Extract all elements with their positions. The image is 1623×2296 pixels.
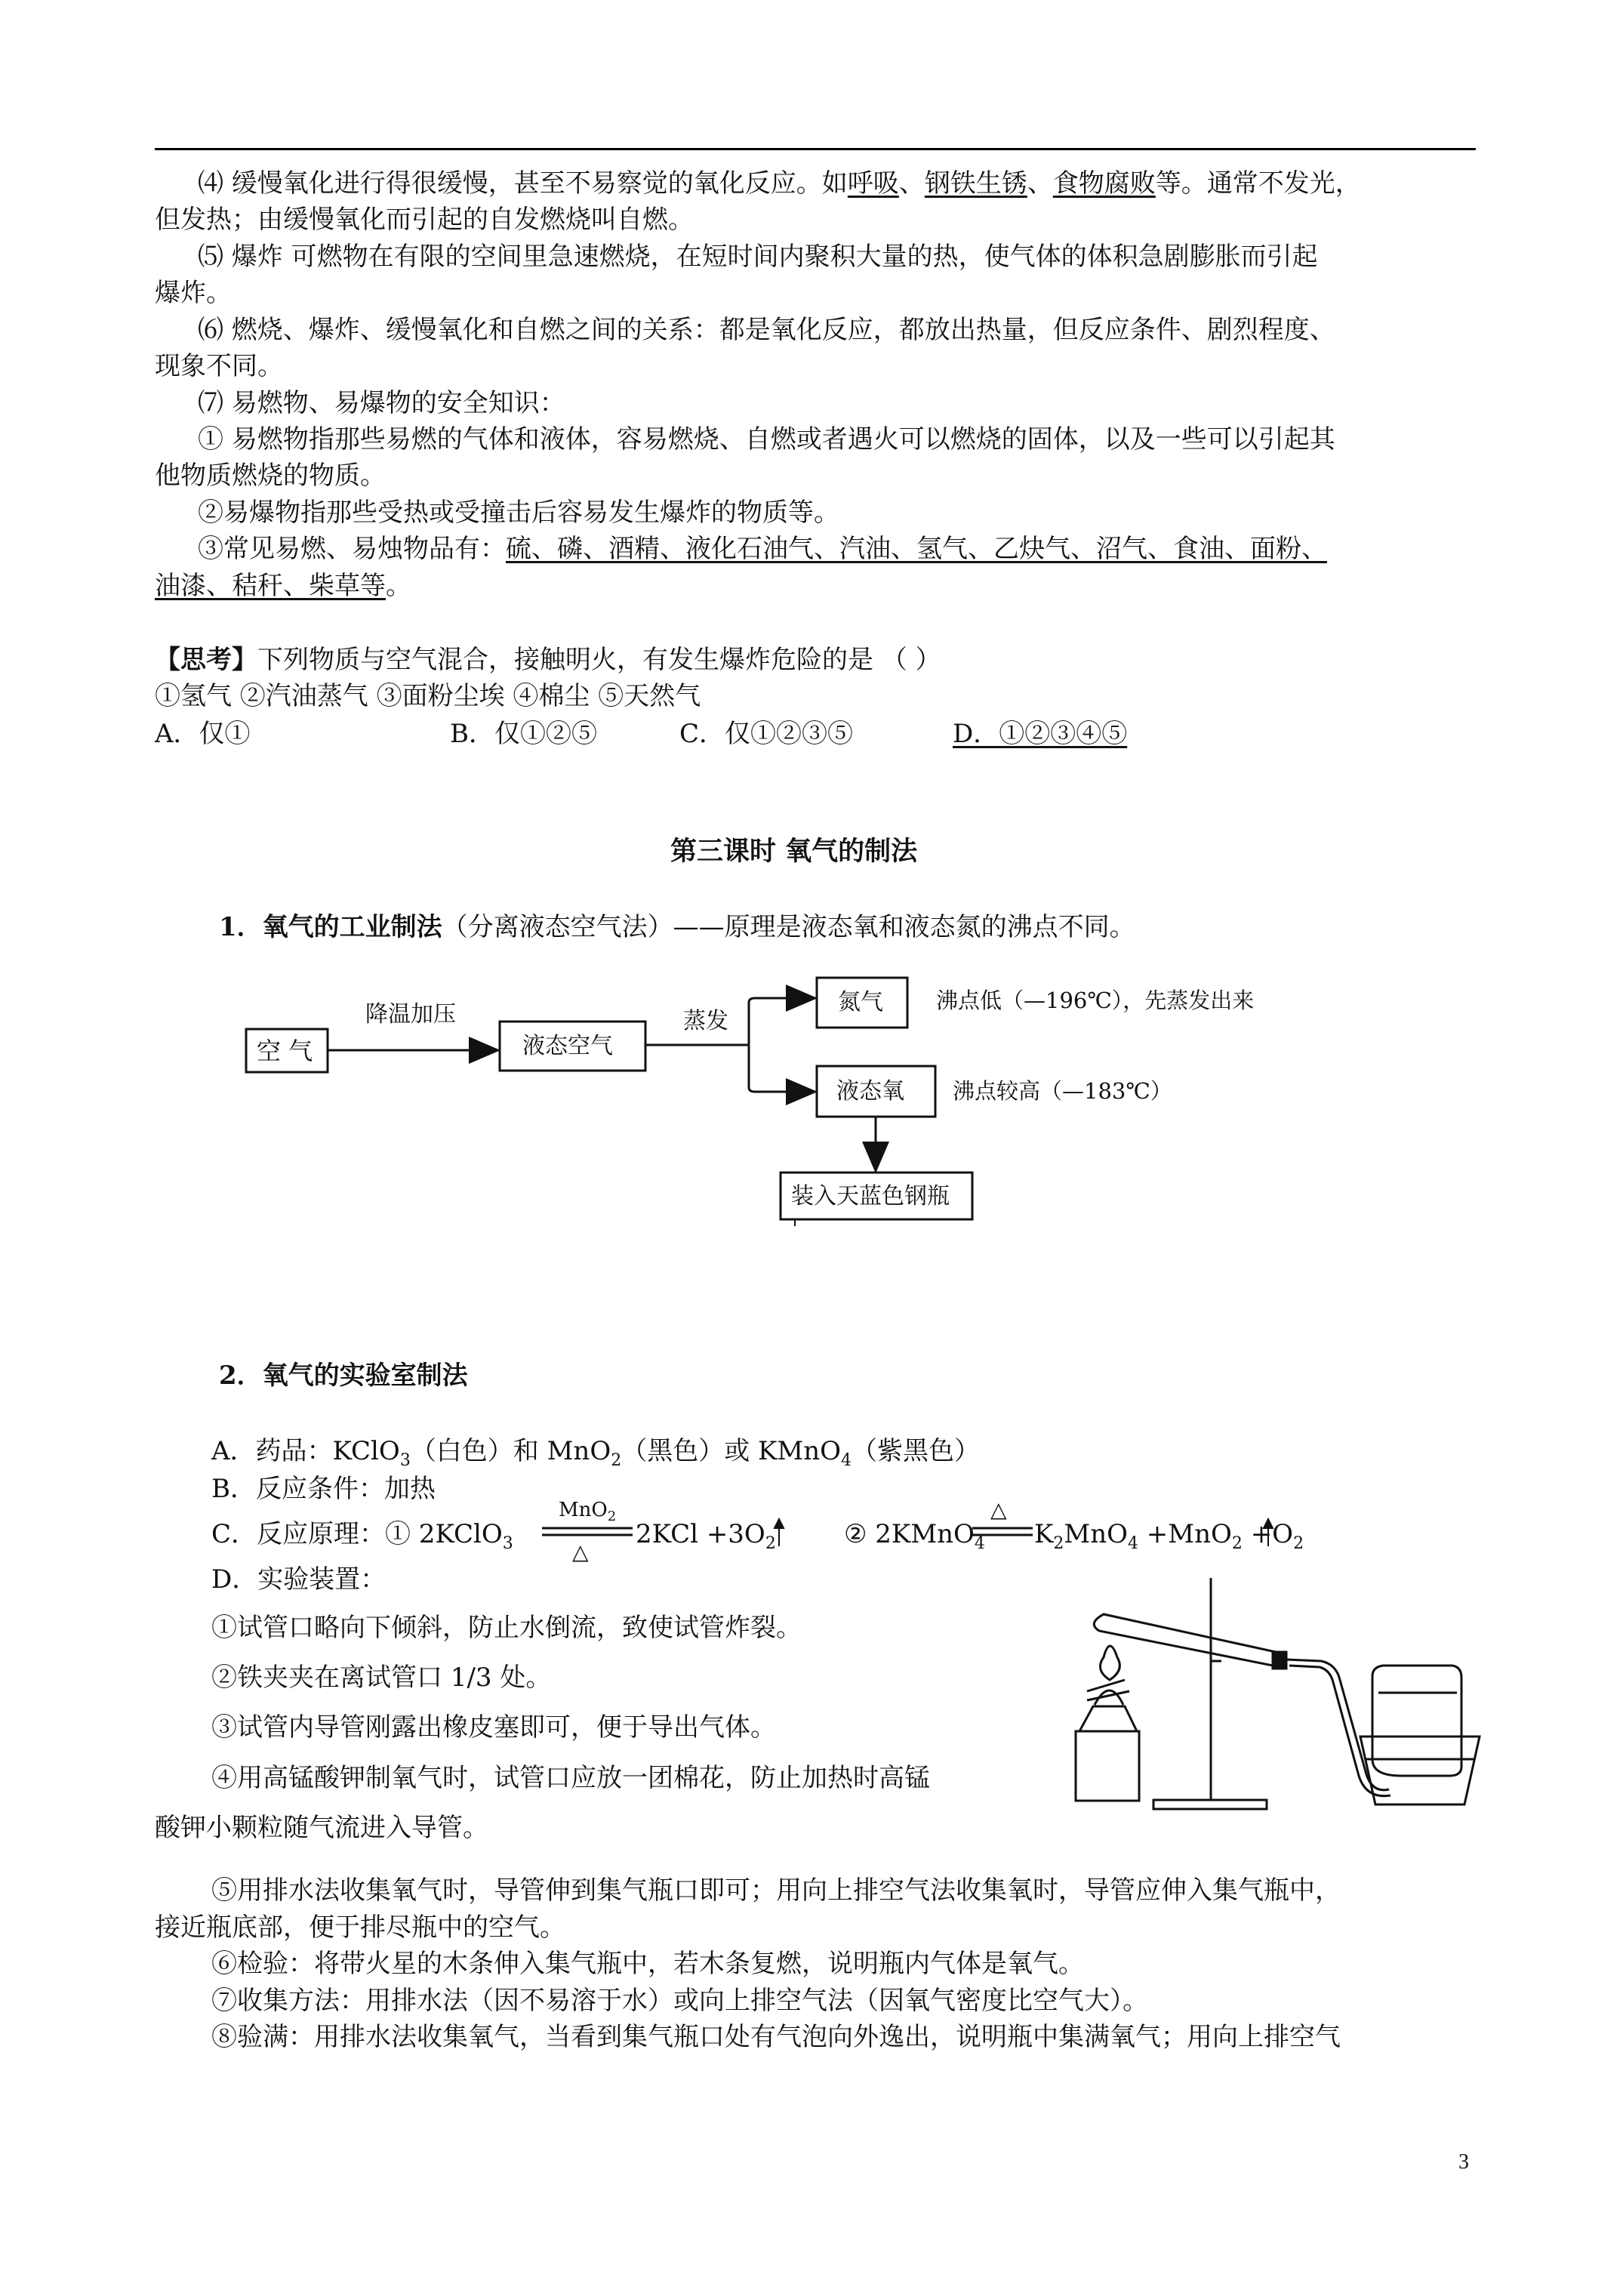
lab-note-3: ③试管内导管刚露出橡皮塞即可，便于导出气体。 [211, 1712, 776, 1743]
lab-reaction-1-reactant: C．反应原理：① 2KClO$_3$ [211, 1519, 513, 1553]
lab-note-6: ⑥检验：将带火星的木条伸入集气瓶中，若木条复燃，说明瓶内气体是氧气。 [211, 1949, 1084, 1979]
paragraph-flammable-cont: 他物质燃烧的物质。 [155, 461, 386, 491]
lab-condition: B．反应条件：加热 [211, 1474, 436, 1504]
lab-note-2: ②铁夹夹在离试管口 1/3 处。 [211, 1663, 552, 1693]
flame [1101, 1646, 1120, 1680]
paragraph-relationship-cont: 现象不同。 [155, 351, 283, 381]
lab-note-5-cont: 接近瓶底部，便于排尽瓶中的空气。 [155, 1912, 565, 1943]
paragraph-explosion: ⑸ 爆炸 可燃物在有限的空间里急速燃烧，在短时间内聚积大量的热，使气体的体积急剧膨胀而引起 [198, 242, 1318, 272]
option-b: B．仅①②⑤ [450, 719, 597, 749]
label-liquid-oxygen: 液态氧 [836, 1078, 904, 1105]
page-number: 3 [1458, 2150, 1469, 2174]
label-cool-compress: 降温加压 [365, 1001, 456, 1028]
label-nitrogen-note: 沸点低（—196℃），先蒸发出来 [936, 988, 1255, 1013]
lesson-title: 第三课时 氧气的制法 [670, 836, 918, 867]
paragraph-flammable: ① 易燃物指那些易燃的气体和液体，容易燃烧、自燃或者遇火可以燃烧的固体，以及一些可以引起其 [198, 424, 1335, 455]
option-d: D．①②③④⑤ [953, 719, 1128, 749]
paragraph-safety-title: ⑺ 易燃物、易爆物的安全知识： [198, 388, 565, 418]
label-air: 空 气 [257, 1037, 313, 1065]
paragraph-slow-oxidation: ⑷ 缓慢氧化进行得很缓慢，甚至不易察觉的氧化反应。如呼吸、钢铁生锈、食物腐败等。通常不发光， [198, 168, 1361, 199]
lab-reaction-1-product: $2KCl +3O_2$ [636, 1519, 776, 1553]
think-items: ①氢气 ②汽油蒸气 ③面粉尘埃 ④棉尘 ⑤天然气 [155, 681, 701, 711]
paragraph-explosive: ②易爆物指那些受热或受撞击后容易发生爆炸的物质等。 [198, 498, 839, 528]
alcohol-lamp-stand [1076, 1731, 1139, 1801]
industrial-heading: 1．氧气的工业制法（分离液态空气法）——原理是液态氧和液态氮的沸点不同。 [219, 912, 1135, 942]
lab-note-5: ⑤用排水法收集氧气时，导管伸到集气瓶口即可；用向上排空气法收集氧时，导管应伸入集气瓶中， [211, 1875, 1341, 1906]
delivery-tube [1286, 1660, 1389, 1790]
lab-note-7: ⑦收集方法：用排水法（因不易溶于水）或向上排空气法（因氧气密度比空气大）。 [211, 1986, 1148, 2016]
option-c: C．仅①②③⑤ [679, 719, 854, 749]
think-question: 【思考】下列物质与空气混合，接触明火，有发生爆炸危险的是 （ ） [155, 645, 941, 675]
rubber-stopper [1273, 1652, 1286, 1669]
catalyst-label: MnO$_2$ [559, 1499, 617, 1525]
heat-symbol-1: △ [572, 1539, 589, 1564]
lab-note-1: ①试管口略向下倾斜，防止水倒流，致使试管炸裂。 [211, 1613, 802, 1643]
lab-reaction-2-product: $K_2MnO_4 +MnO_2 +O_2$ [1034, 1519, 1304, 1553]
label-storage: 装入天蓝色钢瓶 [791, 1183, 950, 1210]
label-nitrogen: 氮气 [838, 989, 883, 1015]
paragraph-slow-oxidation-cont: 但发热；由缓慢氧化而引起的自发燃烧叫自燃。 [155, 205, 694, 235]
lab-reagents: A．药品：KClO$_3$（白色）和 MnO$_2$（黑色）或 KMnO$_4$（紫黑色） [211, 1436, 981, 1470]
lab-heading: 2．氧气的实验室制法 [219, 1361, 468, 1391]
lab-apparatus-title: D．实验装置： [211, 1564, 387, 1595]
lab-note-4: ④用高锰酸钾制氧气时，试管口应放一团棉花，防止加热时高锰 [211, 1763, 930, 1793]
paragraph-common-items: ③常见易燃、易烛物品有：硫、磷、酒精、液化石油气、汽油、氢气、乙炔气、沼气、食油、面粉、 [198, 534, 1327, 564]
paragraph-common-items-cont: 油漆、秸秆、柴草等。 [155, 571, 411, 601]
label-oxygen-note: 沸点较高（—183℃） [953, 1078, 1172, 1104]
paragraph-explosion-cont: 爆炸。 [155, 278, 232, 308]
lab-reaction-2-reactant: ② 2KMnO$_4$ [844, 1519, 985, 1553]
label-evaporate: 蒸发 [683, 1008, 728, 1034]
alcohol-lamp [1079, 1706, 1137, 1731]
option-a: A．仅① [155, 719, 251, 749]
label-liquid-air: 液态空气 [522, 1033, 613, 1059]
lab-note-8: ⑧验满：用排水法收集氧气，当看到集气瓶口处有气泡向外逸出，说明瓶中集满氧气；用向上排空气 [211, 2022, 1341, 2052]
lab-note-4-cont: 酸钾小颗粒随气流进入导管。 [155, 1813, 488, 1843]
iron-stand-base [1153, 1800, 1267, 1809]
heat-symbol-2: △ [990, 1497, 1007, 1522]
test-tube [1094, 1614, 1276, 1666]
paragraph-relationship: ⑹ 燃烧、爆炸、缓慢氧化和自燃之间的关系：都是氧化反应，都放出热量，但反应条件、剧烈程度、 [198, 315, 1335, 345]
